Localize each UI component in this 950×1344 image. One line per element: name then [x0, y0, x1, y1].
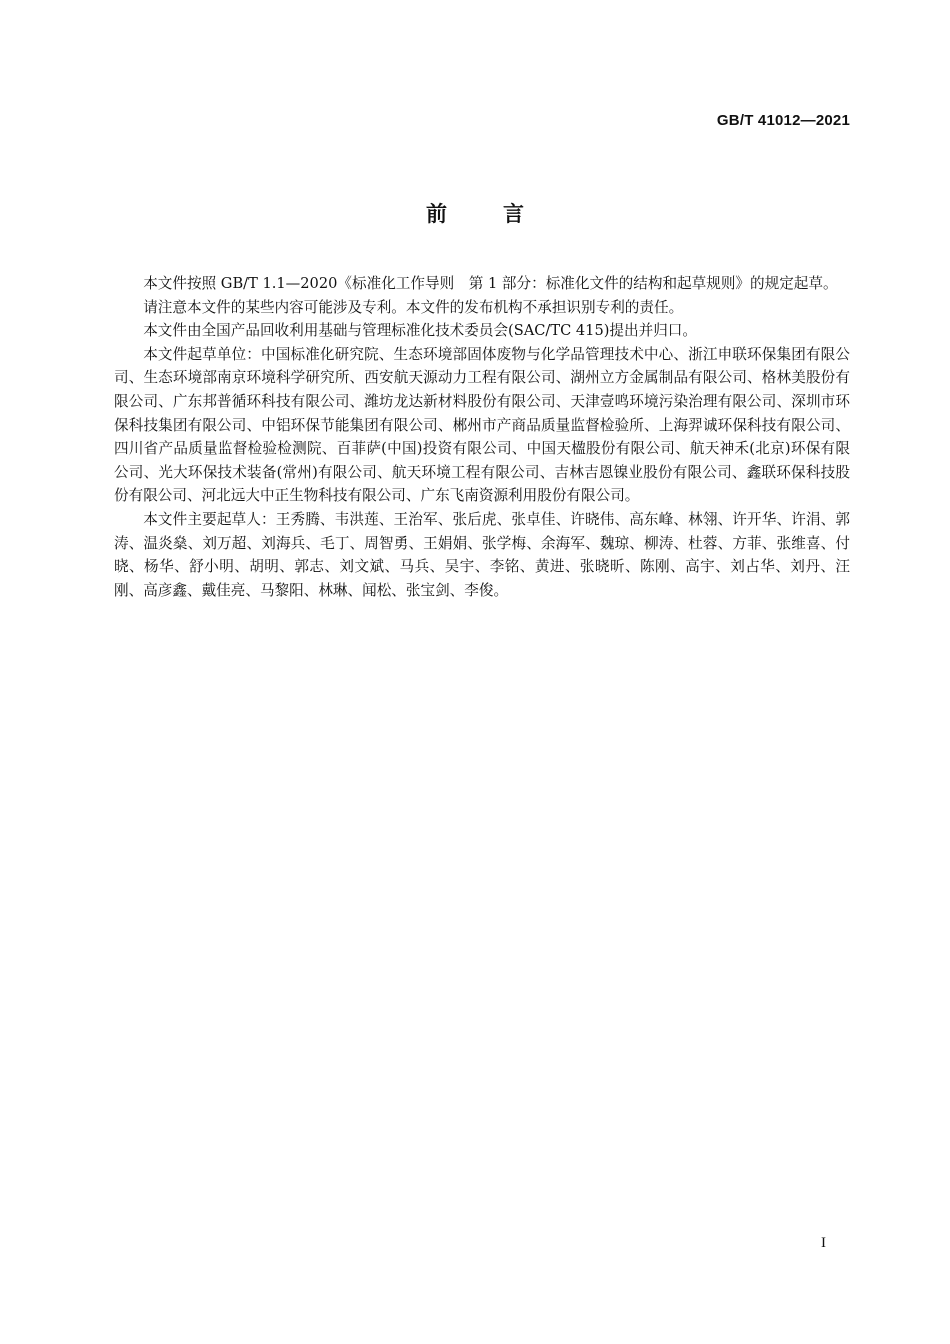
- document-number: GB/T 41012—2021: [716, 112, 850, 129]
- paragraph-proposer: 本文件由全国产品回收利用基础与管理标准化技术委员会(SAC/TC 415)提出并归口。: [143, 322, 697, 340]
- foreword-body: [114, 272, 850, 602]
- section-title: 前言: [426, 202, 580, 226]
- paragraph-drafting-rules: 本文件按照 GB/T 1.1—2020《标准化工作导则 第 1 部分：标准化文件的结构和起草规则》的规定起草。: [143, 275, 838, 292]
- paragraph-patent-notice: 请注意本文件的某些内容可能涉及专利。本文件的发布机构不承担识别专利的责任。: [143, 298, 684, 316]
- paragraph-drafters: 本文件主要起草人：王秀腾、韦洪莲、王治军、张后虎、张卓佳、许晓伟、高东峰、林翎、许开华、许涓、郭涛、温炎燊、刘万超、刘海兵、毛丁、周智勇、王娟娟、张学梅、余海军、魏琼、柳涛、杜蓉、方菲、张维喜、付晓、杨华、舒小明、胡明、郭志、刘文斌、马兵、吴宇、李铭、黄进、张晓昕、陈刚、高宇、刘占华、刘丹、汪刚、高彦鑫、戴佳亮、马黎阳、林琳、闻松、张宝剑、李俊。: [114, 510, 850, 599]
- paragraph-drafting-units: 本文件起草单位：中国标准化研究院、生态环境部固体废物与化学品管理技术中心、浙江申联环保集团有限公司、生态环境部南京环境科学研究所、西安航天源动力工程有限公司、湖州立方金属制品有限公司、格林美股份有限公司、广东邦普循环科技有限公司、潍坊龙达新材料股份有限公司、天津壹鸣环境污染治理有限公司、深圳市环保科技集团有限公司、中铝环保节能集团有限公司、郴州市产商品质量监督检验所、上海羿诚环保科技有限公司、四川省产品质量监督检验检测院、百菲萨(中国)投资有限公司、中国天楹股份有限公司、航天神禾(北京)环保有限公司、光大环保技术装备(常州)有限公司、航天环境工程有限公司、吉林吉恩镍业股份有限公司、鑫联环保科技股份有限公司、河北远大中正生物科技有限公司、广东飞南资源利用股份有限公司。: [114, 345, 850, 505]
- page-number: I: [821, 1235, 826, 1251]
